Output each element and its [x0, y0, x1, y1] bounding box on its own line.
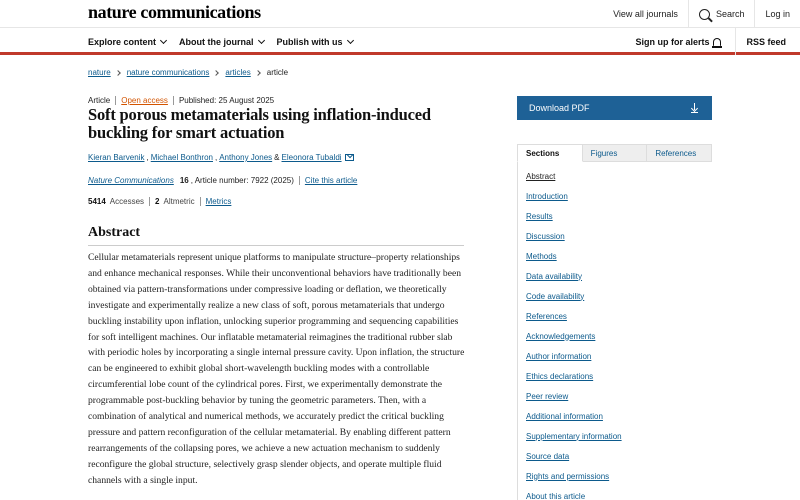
nav-actions: [625, 28, 800, 55]
section-link-source-data[interactable]: Source data: [526, 451, 570, 461]
section-link-peer-review[interactable]: Peer review: [526, 391, 569, 401]
mail-icon[interactable]: [345, 154, 354, 161]
top-header: [0, 0, 800, 28]
publish-menu[interactable]: [277, 37, 353, 47]
abstract-heading: Abstract: [88, 225, 464, 246]
section-link-about-article[interactable]: About this article: [526, 491, 586, 500]
rss-feed-link[interactable]: RSS feed: [735, 28, 800, 55]
abstract-text: Cellular metamaterials represent unique platforms to manipulate structure–property relationships and enhance mechanical responses. While their unconventional behaviors have traditionally been obtained via pattern-transformations under compressive loading or deflation, we theoretically investigate and experimentally realize a new class of soft, porous metamaterials that undergo buckling instability upon inflation, unlocking superior programming and sequencing capabilities for soft intelligent machines. Our inflatable metamaterial reimagines the traditional rubber slab with periodic holes by incorporating a single internal pressure cavity. Upon inflation, the structure can be engineered to exhibit global short-wavelength buckling modes with a controllable circumferential lobe count of the cylindrical pores. First, we experimentally demonstrate the programmable post-buckling behavior by tuning the geometric parameters. Then, with a combination of analytical and numerical methods, we accurately predict the critical buckling pressure and pattern reconfiguration of the cellular metamaterial. By enabling different pattern rearrangements of the collapsing pores, we achieve a new actuation mechanism to suddenly reconfigure the global structure, selectively grasp slender objects, and operate multiple fluid channels with a single input.: [88, 252, 465, 486]
tab-references[interactable]: References: [647, 144, 712, 162]
open-access-link[interactable]: Open access: [121, 96, 168, 105]
breadcrumb-articles[interactable]: articles: [225, 68, 251, 77]
sidebar-tabs: [517, 144, 712, 162]
section-link-acknowledgements[interactable]: Acknowledgements: [526, 331, 596, 341]
view-all-journals-link[interactable]: View all journals: [613, 9, 678, 19]
breadcrumb-nature[interactable]: nature: [88, 68, 111, 77]
download-icon: [691, 103, 698, 113]
breadcrumb: [88, 68, 288, 77]
article-number: , Article number: 7922 (2025): [190, 176, 294, 185]
header-links: [603, 0, 800, 28]
accesses-label: Accesses: [109, 197, 145, 206]
author-separator: ,: [214, 153, 218, 162]
author-link[interactable]: Anthony Jones: [219, 153, 273, 162]
alerts-signup-link[interactable]: [625, 28, 735, 55]
section-link-code-availability[interactable]: Code availability: [526, 291, 585, 301]
main-nav: [0, 28, 800, 55]
citation-line: [88, 176, 357, 185]
publish-label: Publish with us: [276, 36, 343, 47]
download-pdf-label: Download PDF: [529, 103, 590, 113]
section-link-methods[interactable]: Methods: [526, 251, 557, 261]
metrics-link[interactable]: Metrics: [205, 197, 232, 206]
tab-figures[interactable]: Figures: [583, 144, 648, 162]
divider: [115, 96, 116, 105]
chevron-right-icon: [214, 70, 220, 76]
chevron-right-icon: [115, 70, 121, 76]
explore-content-menu[interactable]: [88, 37, 166, 47]
section-link-references[interactable]: References: [526, 311, 567, 321]
section-link-supplementary-information[interactable]: Supplementary information: [526, 431, 622, 441]
chevron-down-icon: [160, 36, 167, 43]
about-journal-label: About the journal: [179, 36, 254, 47]
section-link-ethics-declarations[interactable]: Ethics declarations: [526, 371, 594, 381]
login-link[interactable]: Log in: [754, 0, 800, 28]
author-separator: ,: [146, 153, 149, 162]
journal-link[interactable]: Nature Communications: [88, 176, 174, 185]
alerts-label: Sign up for alerts: [635, 36, 710, 47]
section-link-introduction[interactable]: Introduction: [526, 191, 568, 201]
chevron-down-icon: [257, 36, 264, 43]
article-meta: [88, 96, 274, 105]
nav-menus: [88, 28, 366, 55]
search-button[interactable]: [688, 0, 755, 28]
tab-sections[interactable]: Sections: [517, 144, 583, 162]
section-link-additional-information[interactable]: Additional information: [526, 411, 603, 421]
section-link-author-information[interactable]: Author information: [526, 351, 592, 361]
volume: 16: [179, 176, 189, 185]
section-link-results[interactable]: Results: [526, 211, 553, 221]
divider: [173, 96, 174, 105]
section-link-data-availability[interactable]: Data availability: [526, 271, 583, 281]
author-link[interactable]: Kieran Barvenik: [88, 153, 145, 162]
divider: [299, 176, 300, 185]
article-title: Soft porous metamaterials using inflation-induced buckling for smart actuation: [88, 105, 431, 142]
author-link[interactable]: Michael Bonthron: [150, 153, 213, 162]
article-type: Article: [88, 96, 111, 105]
altmetric-label: Altmetric: [163, 197, 195, 206]
about-journal-menu[interactable]: [179, 37, 264, 47]
section-link-abstract[interactable]: Abstract: [526, 171, 556, 181]
divider: [200, 197, 201, 206]
bell-icon: [713, 38, 721, 46]
section-link-rights-permissions[interactable]: Rights and permissions: [526, 471, 610, 481]
altmetric-count: 2: [155, 197, 160, 206]
author-link[interactable]: Eleonora Tubaldi: [281, 153, 342, 162]
journal-logo[interactable]: nature communications: [88, 2, 261, 22]
chevron-down-icon: [346, 36, 353, 43]
breadcrumb-current: article: [266, 68, 289, 77]
accesses-count: 5414: [88, 197, 106, 206]
section-link-discussion[interactable]: Discussion: [526, 231, 565, 241]
published-date: Published: 25 August 2025: [178, 96, 275, 105]
article-metrics: [88, 197, 231, 206]
divider: [149, 197, 150, 206]
author-list: [88, 153, 354, 162]
author-and: &: [274, 153, 280, 162]
section-list: [517, 162, 712, 500]
download-pdf-button[interactable]: [517, 96, 712, 120]
search-label: Search: [715, 9, 745, 19]
explore-content-label: Explore content: [88, 36, 157, 47]
chevron-right-icon: [255, 70, 261, 76]
breadcrumb-journal[interactable]: nature communications: [126, 68, 210, 77]
search-icon: [699, 9, 710, 20]
cite-article-link[interactable]: Cite this article: [304, 176, 358, 185]
